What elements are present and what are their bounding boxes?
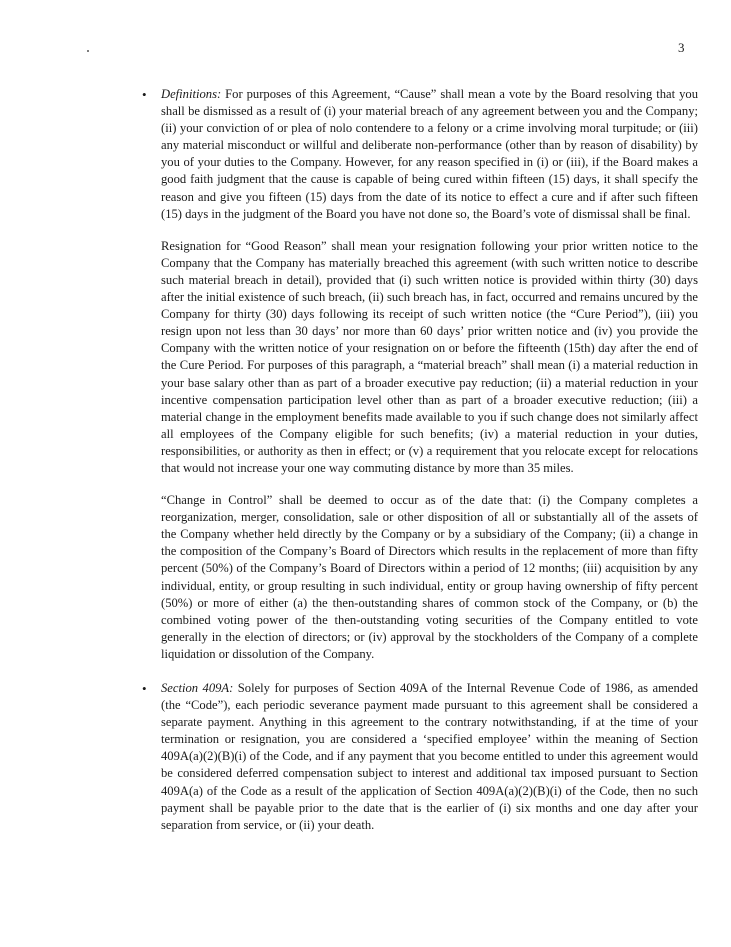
section-409a <box>142 680 698 834</box>
change-in-control-paragraph: “Change in Control” shall be deemed to occur as of the date that: (i) the Company completes a reorganization, merger, consolidation, sale or other disposition of all or substantially all of the assets of the Company whether held directly by the Company or by a subsidiary of the Company; (ii) a change in the composition of the Company’s Board of Directors which results in the replacement of more than fifty percent (50%) of the Company’s Board of Directors within a period of 12 months; (iii) acquisition by any individual, entity, or group resulting in such individual, entity or group having ownership of fifty percent (50%) or more of either (a) the then-outstanding shares of common stock of the Company, or (b) the combined voting power of the then-outstanding voting securities of the Company entitled to vote generally in the election of directors; or (iv) approval by the stockholders of the Company of a complete liquidation or dissolution of the Company. <box>161 493 698 661</box>
section-heading-definitions: Definitions: <box>161 87 222 101</box>
definitions-cause-paragraph <box>161 86 698 223</box>
bullet-marker: • <box>142 87 147 102</box>
bullet-marker: • <box>142 681 147 696</box>
document-body <box>142 86 698 834</box>
section-409a-text: Solely for purposes of Section 409A of the Internal Revenue Code of 1986, as amended (the “Code”), each periodic severance payment made pursuant to this agreement shall be considered a separate payment. Anything in this agreement to the contrary notwithstanding, if at the time of your termination or resignation, you are considered a ‘specified employee’ within the meaning of Section 409A(a)(2)(B)(i) of the Code, and if any payment that you become entitled to under this agreement would be considered deferred compensation subject to interest and additional tax imposed pursuant to Section 409A(a) of the Code as a result of the application of Section 409A(a)(2)(B)(i) of the Code, then no such payment shall be payable prior to the date that is the earlier of (i) six months and one day after your separation from service, or (ii) your death. <box>161 681 698 832</box>
section-heading-409a: Section 409A: <box>161 681 234 695</box>
page-number: 3 <box>678 40 685 55</box>
section-409a-paragraph <box>161 680 698 834</box>
section-definitions <box>142 86 698 663</box>
definitions-cause-text: For purposes of this Agreement, “Cause” shall mean a vote by the Board resolving that you shall be dismissed as a result of (i) your material breach of any agreement between you and the Company; (ii) your conviction of or plea of nolo contendere to a felony or a crime involving moral turpitude; or (iii) any material misconduct or willful and deliberate non-performance (other than by reason of disability) by you of your duties to the Company. However, for any reason specified in (i) or (iii), if the Board makes a good faith judgment that the cause is capable of being cured within fifteen (15) days, it shall specify the reason and give you fifteen (15) days from the date of its notice to effect a cure and if after such fifteen (15) days in the judgment of the Board you have not done so, the Board’s vote of dismissal shall be final. <box>161 87 698 221</box>
good-reason-paragraph: Resignation for “Good Reason” shall mean your resignation following your prior written notice to the Company that the Company has materially breached this agreement (with such written notice to describe such material breach in detail), provided that (i) such written notice is provided within thirty (30) days after the initial existence of such breach, (ii) such breach has, in fact, occurred and remains uncured by the Company for thirty (30) days following its receipt of such written notice (the “Cure Period”), (iii) you resign upon not less than 30 days’ nor more than 60 days’ prior written notice and (iv) you provide the Company with the written notice of your resignation on or before the fifteenth (15th) day after the end of the Cure Period. For purposes of this paragraph, a “material breach” shall mean (i) a material reduction in your base salary other than as part of a broader executive pay reduction; (ii) a material reduction in your incentive compensation participation level other than as part of a broader executive reduction; (iii) a material change in the employment benefits made available to you if such change does not similarly affect all employees of the Company eligible for such benefits; (iv) a material reduction in your duties, responsibilities, or authority as then in effect; or (v) a requirement that you relocate except for relocations that would not increase your one way commuting distance by more than 35 miles. <box>161 238 698 475</box>
scan-speck <box>87 50 89 52</box>
